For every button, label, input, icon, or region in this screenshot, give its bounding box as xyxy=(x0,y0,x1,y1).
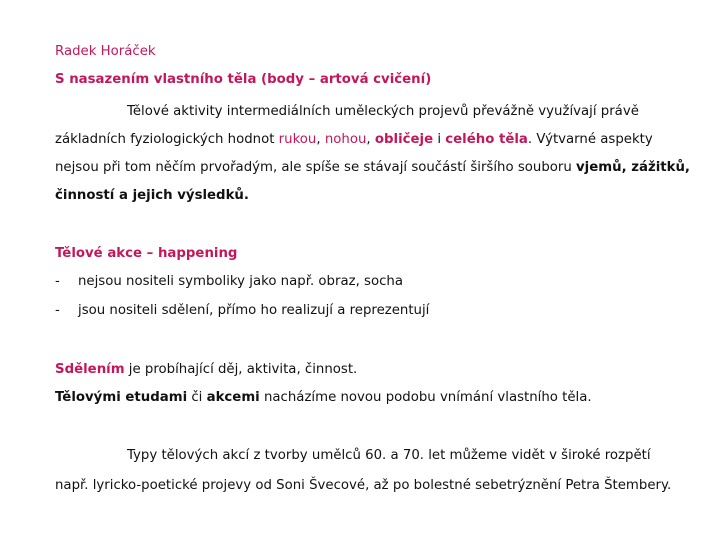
text-run: je probíhající děj, aktivita, činnost. xyxy=(124,362,358,377)
para2-line1: Typy tělových akcí z tvorby umělců 60. a 70. let můžeme vidět v široké rozpětí xyxy=(127,448,651,463)
para1-line4: činností a jejich výsledků. xyxy=(55,188,249,203)
para1-line2 xyxy=(55,132,653,147)
bold-phrase: akcemi xyxy=(206,390,260,405)
bullet-text: jsou nositeli sdělení, přímo ho realizují a reprezentují xyxy=(78,303,430,318)
para1-line3 xyxy=(55,160,690,175)
text-run: nejsou při tom něčím prvořadým, ale spíše se stávají součástí širšího souboru xyxy=(55,160,577,175)
definition-sdelenim xyxy=(55,362,357,377)
text-run: , xyxy=(366,132,375,147)
para1-line1: Tělové aktivity intermediálních uměleckých projevů převážně využívají právě xyxy=(127,104,639,119)
highlight-obliceje: obličeje xyxy=(374,132,434,147)
text-run: základních fyziologických hodnot xyxy=(55,132,279,147)
definition-etudy xyxy=(55,390,592,405)
bullet-text: nejsou nositeli symboliky jako např. obraz, socha xyxy=(78,274,403,289)
bullet-marker: - xyxy=(55,274,60,289)
text-run: i xyxy=(433,132,446,147)
main-heading: S nasazením vlastního těla (body – artová cvičení) xyxy=(55,72,432,87)
bullet-marker: - xyxy=(55,303,60,318)
text-run: . Výtvarné aspekty xyxy=(527,132,653,147)
highlight-celeho-tela: celého těla xyxy=(445,132,528,147)
text-run: nacházíme novou podobu vnímání vlastního těla. xyxy=(259,390,592,405)
text-run: , xyxy=(316,132,325,147)
section-title-happening: Tělové akce – happening xyxy=(55,246,238,261)
bold-phrase: Tělovými etudami xyxy=(55,390,188,405)
author-name: Radek Horáček xyxy=(55,44,156,59)
highlight-rukou: rukou xyxy=(278,132,317,147)
term-highlight: Sdělením xyxy=(55,362,125,377)
bold-phrase: vjemů, zážitků, xyxy=(576,160,690,175)
highlight-nohou: nohou xyxy=(324,132,367,147)
text-run: či xyxy=(187,390,207,405)
para2-line2: např. lyricko-poetické projevy od Soni Švecové, až po bolestné sebetrýznění Petra Štembery. xyxy=(55,478,672,493)
